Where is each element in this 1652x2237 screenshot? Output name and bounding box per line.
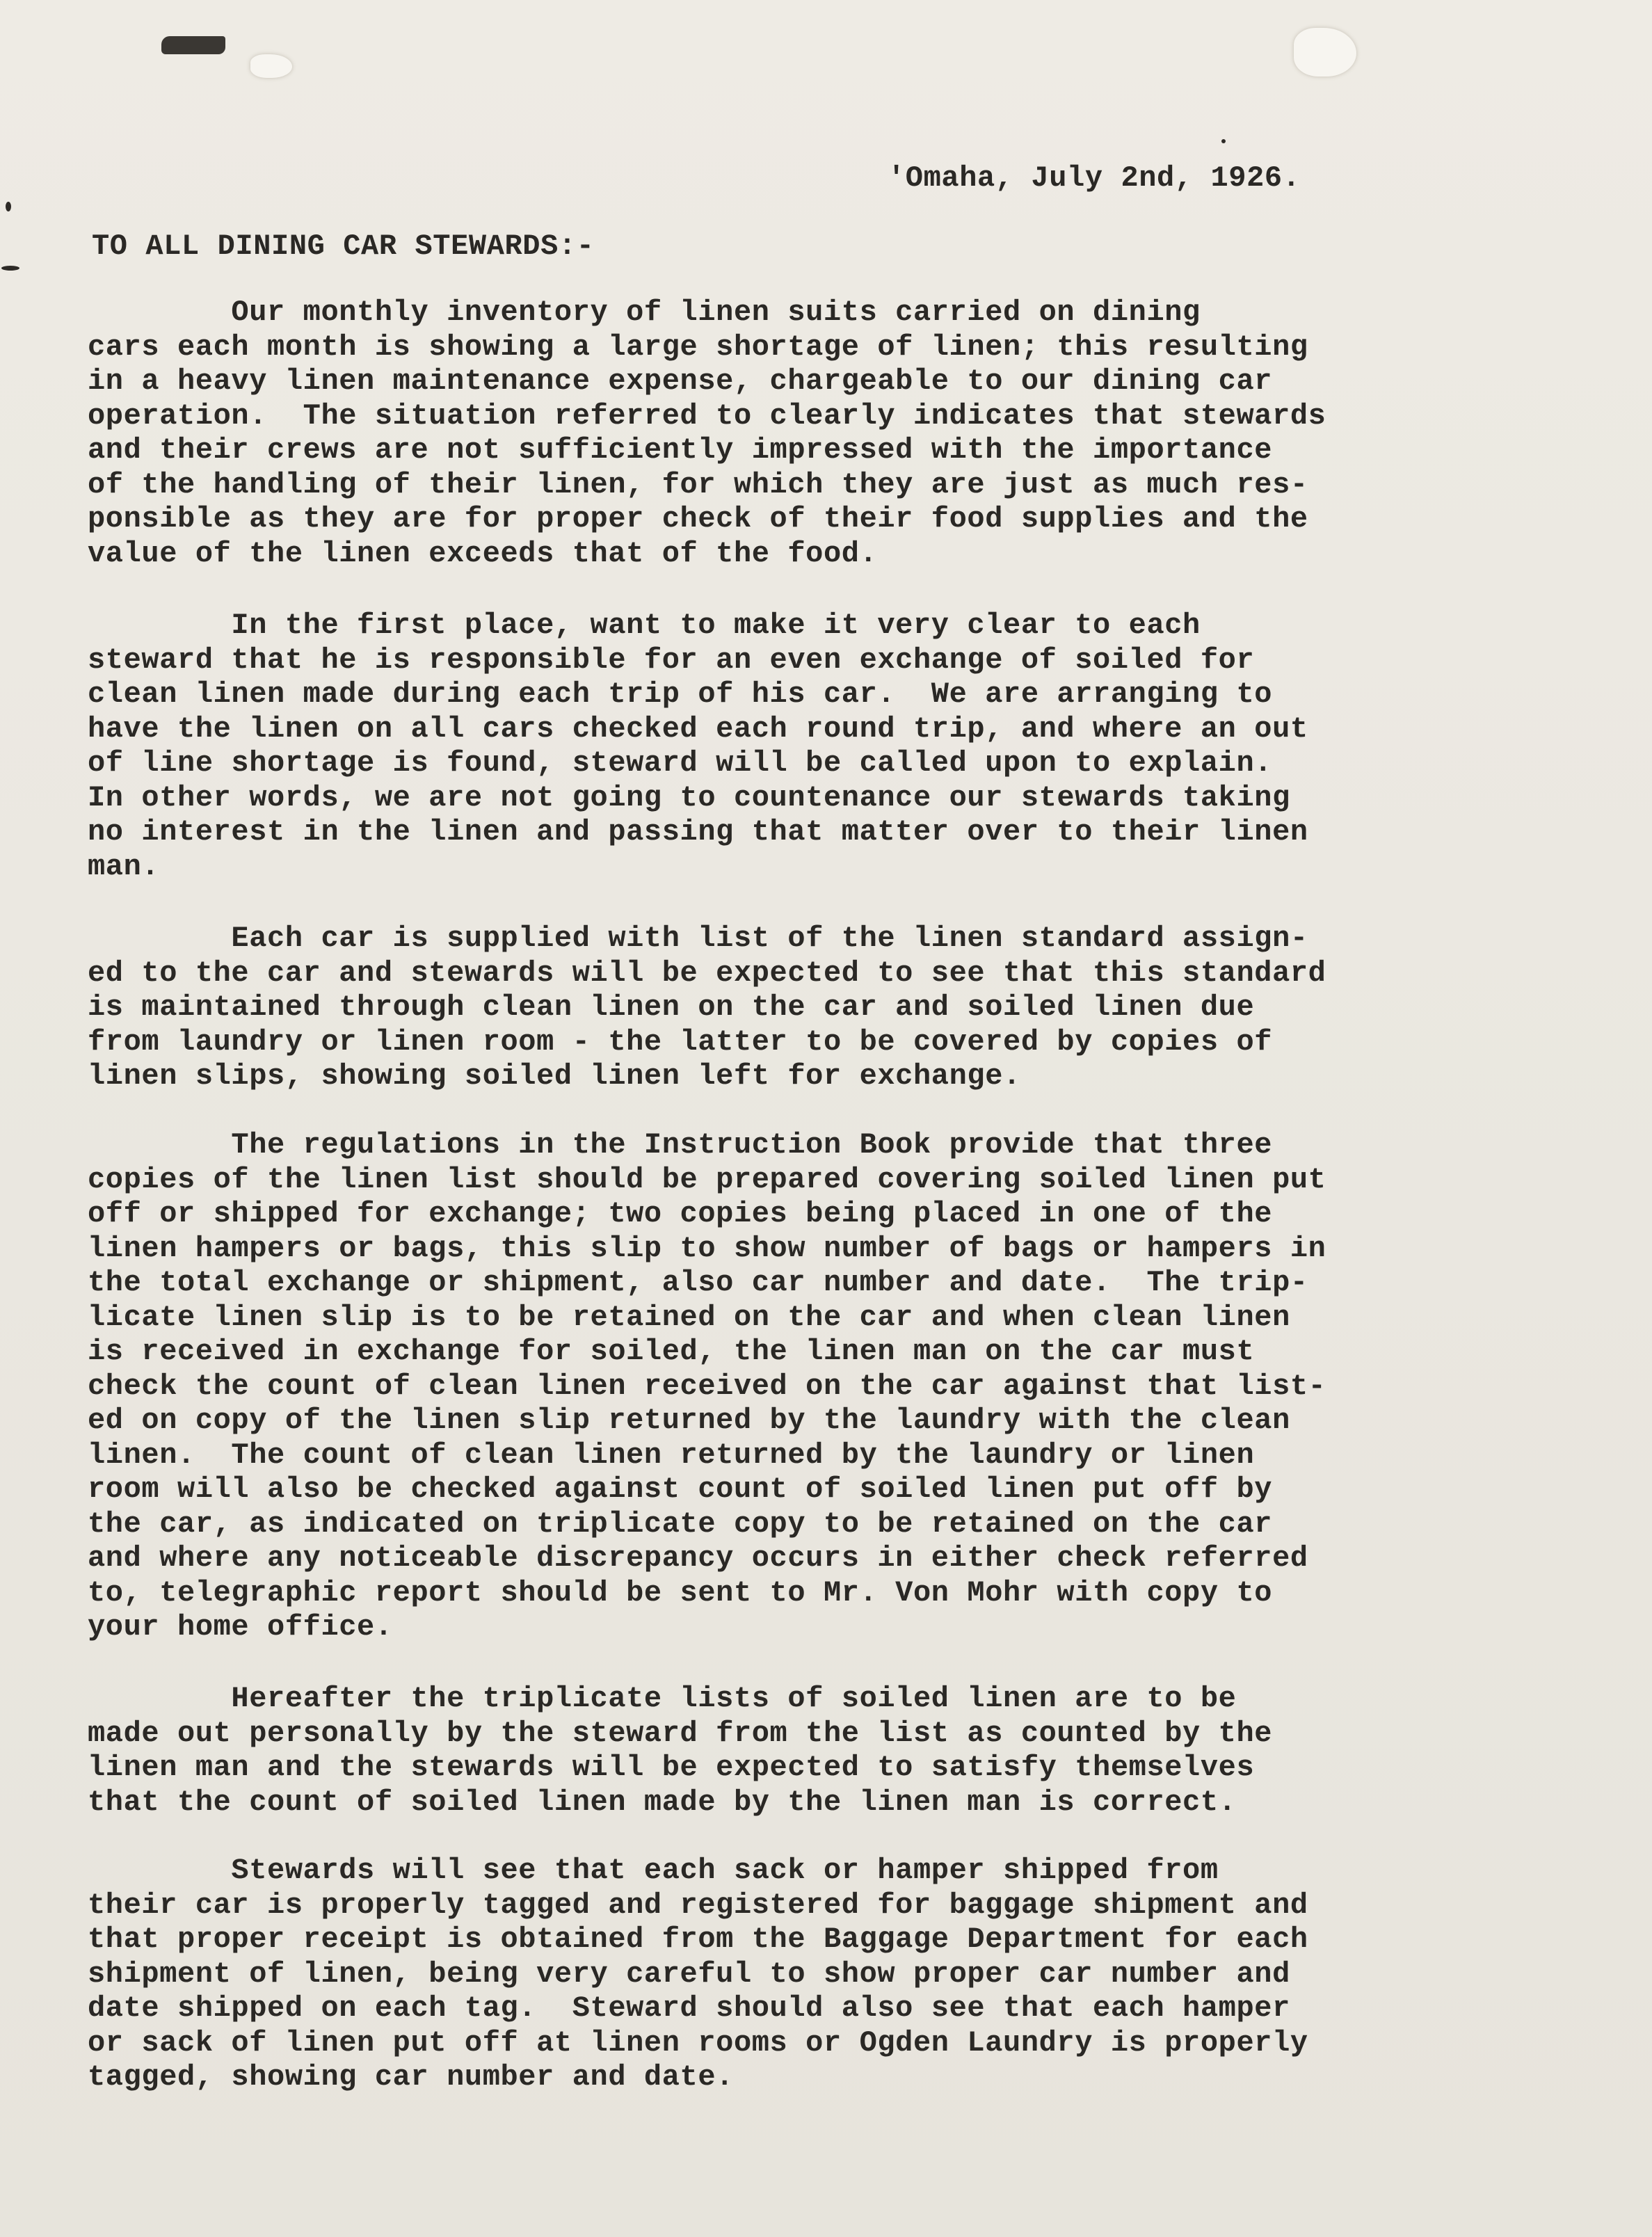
letter-paragraph [88, 1682, 1548, 1820]
paragraph-line: operation. The situation referred to clearly indicates that stewards [88, 399, 1326, 433]
paragraph-line: linen. The count of clean linen returned by the laundry or linen [88, 1438, 1255, 1472]
paragraph-line: ed to the car and stewards will be expected to see that this standard [88, 956, 1326, 990]
letter-dateline: 'Omaha, July 2nd, 1926. [888, 161, 1301, 195]
paragraph-line: that the count of soiled linen made by the linen man is correct. [88, 1785, 1237, 1819]
letter-paragraph [88, 922, 1548, 1094]
paragraph-line: to, telegraphic report should be sent to Mr. Von Mohr with copy to [88, 1575, 1273, 1610]
paragraph-line: Each car is supplied with list of the linen standard assign- [88, 922, 1308, 955]
letter-paragraph [88, 609, 1548, 884]
paper-tear-mark [250, 54, 292, 78]
ink-mark [1, 266, 19, 271]
paragraph-line: have the linen on all cars checked each round trip, and where an out [88, 712, 1308, 746]
paragraph-line: and where any noticeable discrepancy occurs in either check referred [88, 1541, 1308, 1575]
paragraph-line: In the first place, want to make it very clear to each [88, 609, 1201, 642]
paragraph-line: check the count of clean linen received on the car against that list- [88, 1369, 1326, 1403]
paragraph-line: copies of the linen list should be prepared covering soiled linen put [88, 1162, 1326, 1196]
paragraph-line: is maintained through clean linen on the car and soiled linen due [88, 991, 1255, 1024]
paragraph-line: the total exchange or shipment, also car number and date. The trip- [88, 1266, 1308, 1299]
ink-mark [6, 202, 11, 211]
letter-paragraph [88, 1854, 1548, 2095]
paragraph-line: made out personally by the steward from the list as counted by the [88, 1716, 1273, 1750]
paragraph-line: man. [88, 849, 160, 883]
paragraph-line: cars each month is showing a large shortage of linen; this resulting [88, 330, 1308, 364]
letter-paragraph [88, 296, 1548, 571]
paragraph-line: value of the linen exceeds that of the food. [88, 536, 878, 570]
staple-mark [161, 36, 225, 54]
paragraph-line: Stewards will see that each sack or hamper shipped from [88, 1854, 1219, 1887]
paragraph-line: their car is properly tagged and registered for baggage shipment and [88, 1888, 1308, 1922]
paragraph-line: that proper receipt is obtained from the Baggage Department for each [88, 1923, 1308, 1956]
paragraph-line: is received in exchange for soiled, the linen man on the car must [88, 1335, 1255, 1368]
paragraph-line: tagged, showing car number and date. [88, 2060, 734, 2094]
paragraph-line: of line shortage is found, steward will be called upon to explain. [88, 746, 1273, 780]
paragraph-line: and their crews are not sufficiently impressed with the importance [88, 433, 1273, 467]
paragraph-line: steward that he is responsible for an even exchange of soiled for [88, 643, 1255, 677]
paragraph-line: your home office. [88, 1610, 393, 1644]
paragraph-line: ed on copy of the linen slip returned by the laundry with the clean [88, 1404, 1290, 1437]
paragraph-line: of the handling of their linen, for which they are just as much res- [88, 467, 1308, 502]
ink-mark [1221, 139, 1226, 143]
paper-tear-mark [1294, 28, 1356, 77]
paragraph-line: the car, as indicated on triplicate copy to be retained on the car [88, 1507, 1273, 1541]
paragraph-line: Hereafter the triplicate lists of soiled linen are to be [88, 1682, 1237, 1715]
paragraph-line: from laundry or linen room - the latter to be covered by copies of [88, 1025, 1273, 1059]
paragraph-line: in a heavy linen maintenance expense, chargeable to our dining car [88, 364, 1273, 398]
paragraph-line: ponsible as they are for proper check of their food supplies and the [88, 502, 1308, 536]
letter-paragraph [88, 1128, 1548, 1645]
paragraph-line: linen hampers or bags, this slip to show number of bags or hampers in [88, 1231, 1326, 1265]
paragraph-line: Our monthly inventory of linen suits carried on dining [88, 296, 1201, 329]
paragraph-line: In other words, we are not going to countenance our stewards taking [88, 780, 1290, 815]
letter-salutation: TO ALL DINING CAR STEWARDS:- [92, 230, 595, 263]
paragraph-line: licate linen slip is to be retained on the car and when clean linen [88, 1300, 1290, 1334]
paragraph-line: linen man and the stewards will be expected to satisfy themselves [88, 1751, 1255, 1784]
paragraph-line: The regulations in the Instruction Book provide that three [88, 1128, 1273, 1162]
paragraph-line: clean linen made during each trip of his car. We are arranging to [88, 677, 1273, 711]
paragraph-line: linen slips, showing soiled linen left for exchange. [88, 1059, 1021, 1093]
paragraph-line: or sack of linen put off at linen rooms or Ogden Laundry is properly [88, 2026, 1308, 2060]
paragraph-line: room will also be checked against count of soiled linen put off by [88, 1473, 1273, 1506]
paragraph-line: shipment of linen, being very careful to show proper car number and [88, 1957, 1290, 1991]
paragraph-line: no interest in the linen and passing that matter over to their linen [88, 815, 1308, 849]
paragraph-line: off or shipped for exchange; two copies being placed in one of the [88, 1197, 1273, 1230]
paragraph-line: date shipped on each tag. Steward should also see that each hamper [88, 1991, 1290, 2025]
